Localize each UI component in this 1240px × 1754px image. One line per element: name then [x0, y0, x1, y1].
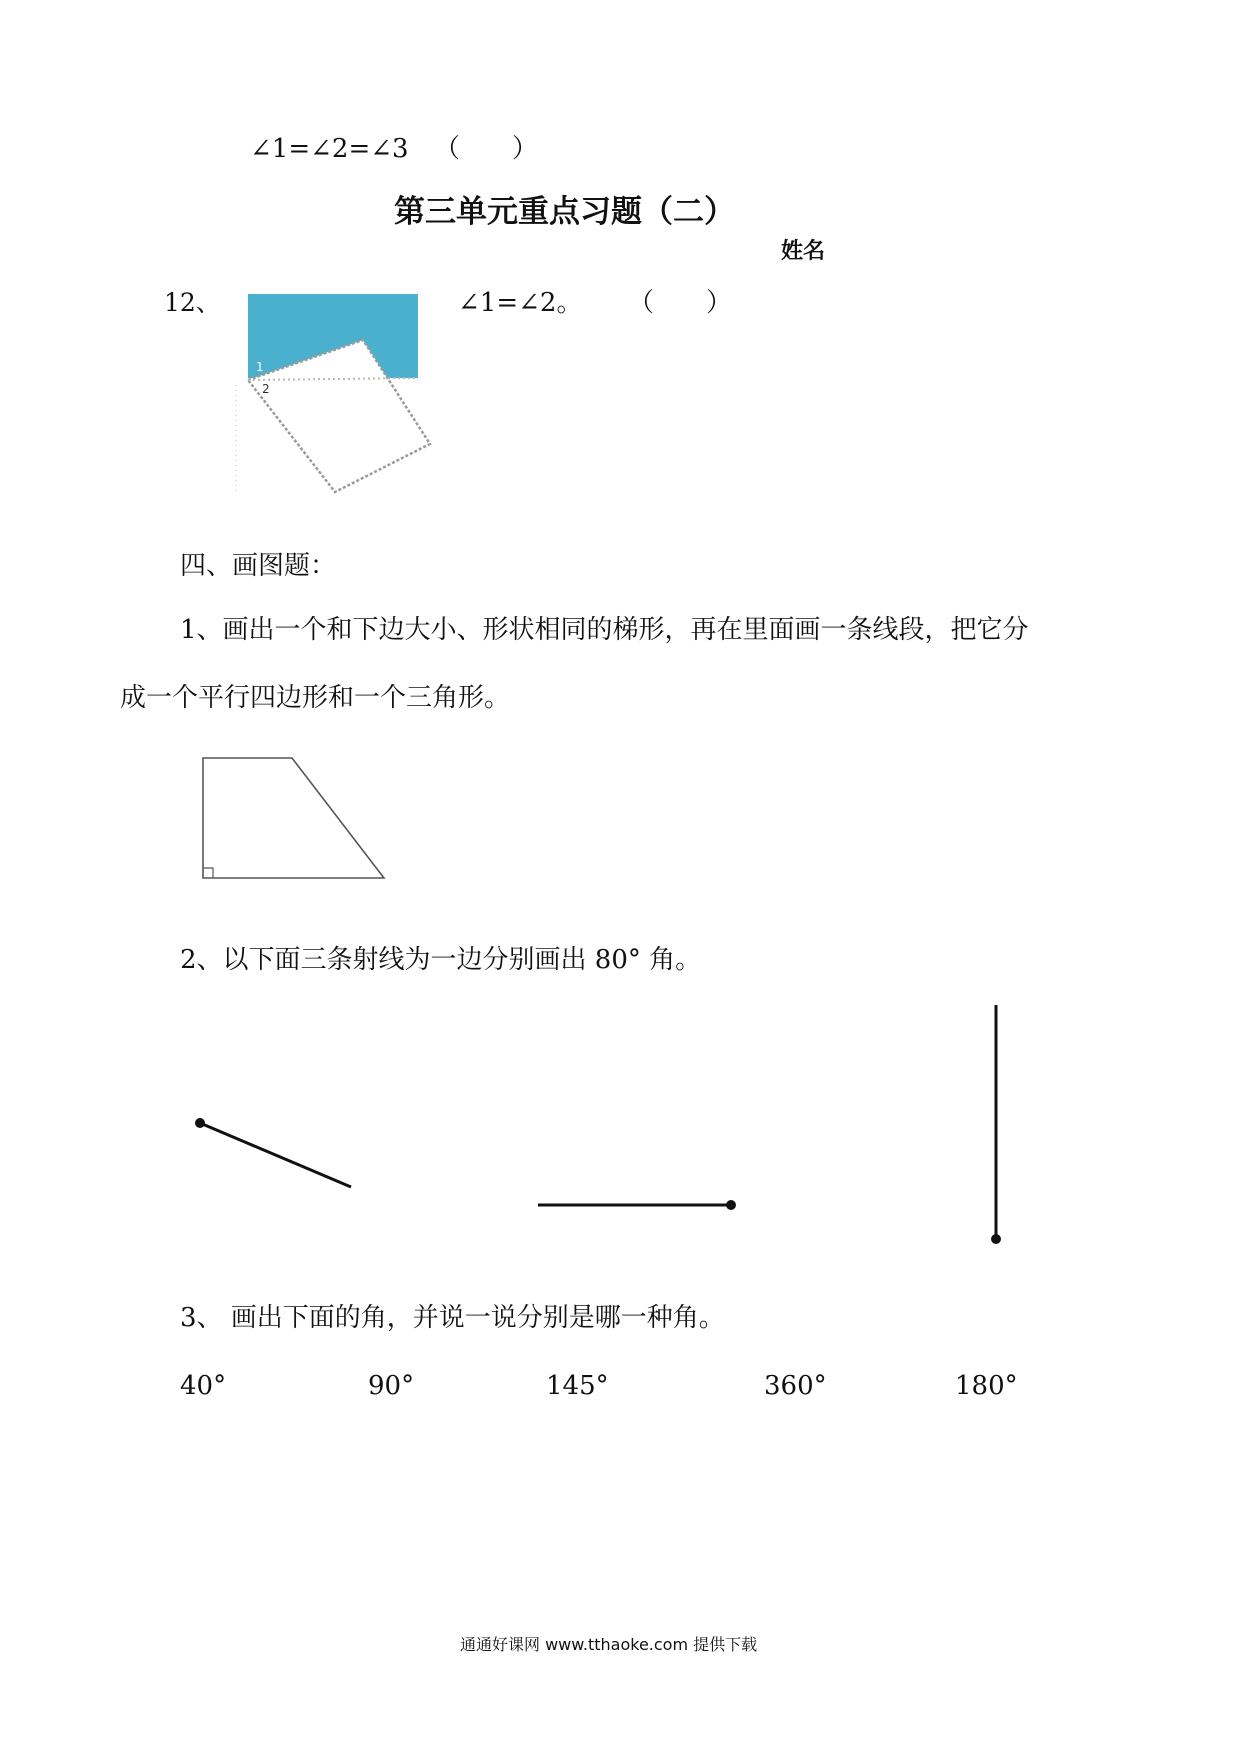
folded-rectangle-figure [236, 294, 430, 495]
angle-40: 40° [180, 1371, 227, 1401]
section-4-heading: 四、画图题： [180, 551, 337, 581]
ray-3 [991, 1005, 1001, 1244]
task-3-text: 3、 画出下面的角，并说一说分别是哪一种角。 [180, 1303, 725, 1333]
prev-item-statement: ∠1=∠2=∠3 [250, 134, 409, 164]
right-angle-mark [203, 868, 213, 878]
task-1-line-2: 成一个平行四边形和一个三角形。 [120, 683, 511, 713]
question-12-answer-blank[interactable]: （ ） [628, 288, 733, 318]
ray-3-endpoint [991, 1234, 1001, 1244]
task-2-text: 2、以下面三条射线为一边分别画出 80° 角。 [180, 945, 702, 975]
angle-90: 90° [368, 1371, 415, 1401]
task-1-line-1: 1、画出一个和下边大小、形状相同的梯形，再在里面画一条线段，把它分 [180, 615, 1029, 645]
ray-1 [195, 1118, 351, 1187]
right-trapezoid [203, 758, 384, 878]
angle-2-label: 2 [262, 382, 270, 396]
angle-360: 360° [764, 1371, 827, 1401]
question-12-number: 12、 [164, 288, 221, 317]
ray-2-endpoint [726, 1200, 736, 1210]
ray-1-endpoint [195, 1118, 205, 1128]
footer-text: 通通好课网 www.tthaoke.com 提供下载 [460, 1635, 758, 1654]
angle-145: 145° [546, 1371, 609, 1401]
name-label: 姓名 [781, 239, 826, 264]
angle-1-label: 1 [256, 360, 264, 374]
prev-item-answer-blank[interactable]: （ ） [434, 134, 539, 164]
angle-180: 180° [955, 1371, 1018, 1401]
ray-2 [538, 1200, 736, 1210]
question-12-statement: ∠1=∠2。 [458, 288, 583, 318]
page-title: 第三单元重点习题（二） [394, 194, 735, 230]
